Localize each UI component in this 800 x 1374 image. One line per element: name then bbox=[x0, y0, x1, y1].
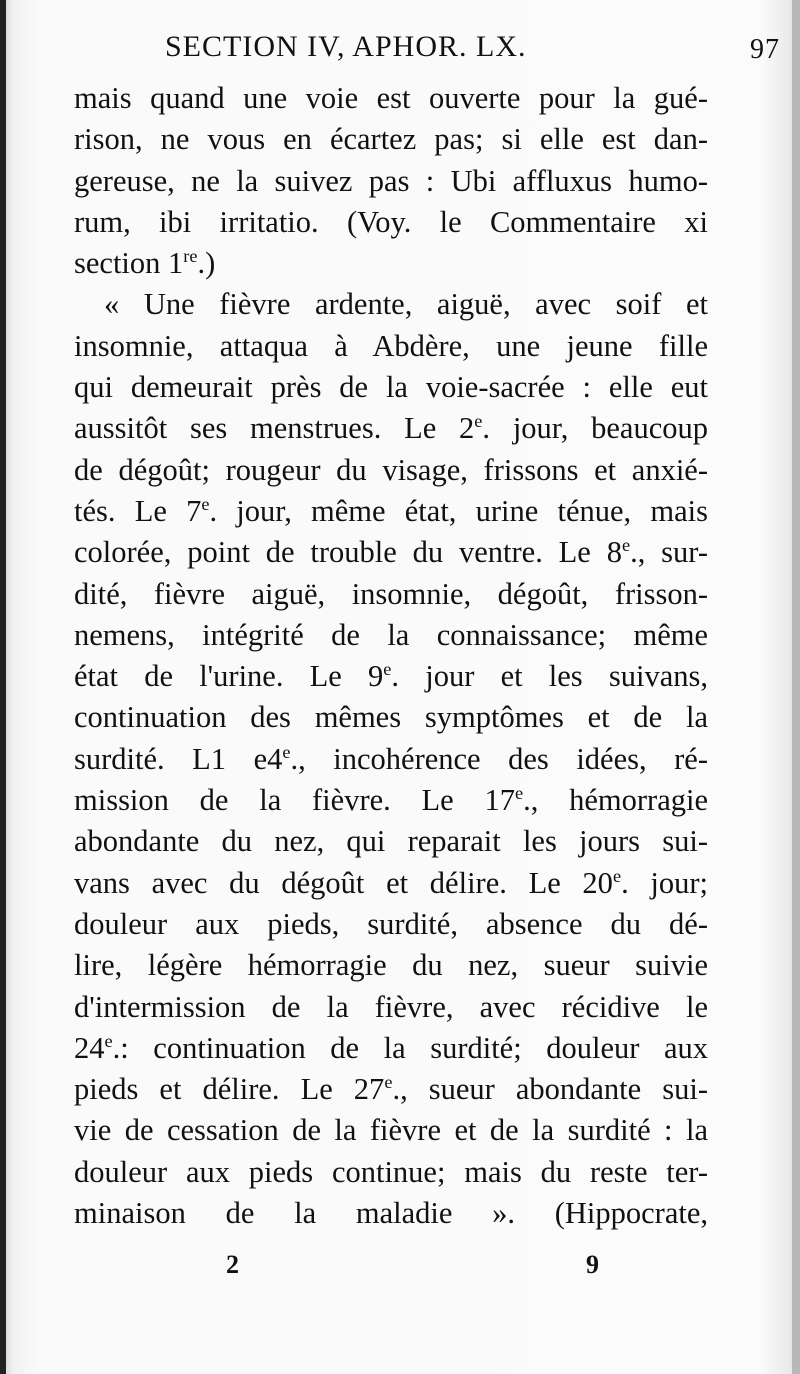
text-line: continuation des mêmes symptômes et de la bbox=[74, 700, 708, 735]
text-line bbox=[74, 1028, 708, 1069]
text-line-part: .) bbox=[197, 246, 216, 281]
page-header bbox=[165, 30, 780, 74]
text-line: « Une fièvre ardente, aiguë, avec soif et bbox=[104, 287, 708, 322]
text-line-part: ., hémorragie bbox=[523, 783, 708, 818]
text-line: douleur aux pieds continue; mais du reste ter- bbox=[74, 1154, 708, 1189]
text-line: mais quand une voie est ouverte pour la gué- bbox=[74, 81, 708, 115]
superscript: e bbox=[282, 741, 291, 762]
text-line-part: . jour et les suivans, bbox=[391, 659, 708, 694]
superscript: e bbox=[612, 865, 622, 886]
text-line bbox=[74, 408, 708, 449]
superscript: e bbox=[621, 535, 631, 556]
text-line bbox=[74, 739, 708, 780]
body-text bbox=[74, 78, 708, 1234]
text-line bbox=[74, 532, 708, 573]
text-line bbox=[74, 863, 708, 904]
text-line: d'intermission de la fièvre, avec récidive le bbox=[74, 989, 708, 1024]
text-line-part: pieds et délire. Le 27 bbox=[74, 1072, 385, 1107]
page-spine-shadow bbox=[0, 0, 6, 1374]
text-line-part: aussitôt ses menstrues. Le 2 bbox=[74, 411, 475, 446]
text-line-part: .: continuation de la surdité; douleur aux bbox=[112, 1030, 708, 1065]
text-line-part: 24 bbox=[74, 1030, 105, 1065]
text-line: dité, fièvre aiguë, insomnie, dégoût, frisson- bbox=[74, 576, 708, 611]
superscript: e bbox=[104, 1030, 113, 1051]
text-line bbox=[74, 656, 708, 697]
superscript: e bbox=[384, 1072, 393, 1093]
signature-mark-right: 9 bbox=[586, 1250, 599, 1279]
text-line-part: section 1 bbox=[74, 246, 184, 281]
page-edge bbox=[792, 0, 800, 1374]
superscript: e bbox=[514, 783, 524, 804]
text-line-part: état de l'urine. Le 9 bbox=[74, 659, 384, 694]
running-head: SECTION IV, APHOR. LX. bbox=[165, 30, 527, 63]
text-line-part: . jour, même état, urine ténue, mais bbox=[209, 493, 708, 528]
text-line: gereuse, ne la suivez pas : Ubi affluxus humo- bbox=[74, 163, 708, 198]
text-line: de dégoût; rougeur du visage, frissons et anxié- bbox=[74, 452, 708, 487]
superscript: re bbox=[183, 246, 198, 267]
text-line-part: ., incohérence des idées, ré- bbox=[290, 741, 708, 776]
superscript: e bbox=[201, 494, 210, 514]
text-line bbox=[74, 243, 708, 284]
page-footer bbox=[74, 1250, 708, 1280]
superscript: e bbox=[474, 411, 483, 432]
text-line: qui demeurait près de la voie-sacrée : elle eut bbox=[74, 370, 708, 405]
text-line-part: mission de la fièvre. Le 17 bbox=[74, 783, 515, 818]
text-line-part: vans avec du dégoût et délire. Le 20 bbox=[74, 865, 613, 900]
text-line-part: . jour, beaucoup bbox=[482, 411, 708, 446]
text-line bbox=[74, 491, 708, 532]
text-line bbox=[74, 780, 708, 821]
text-line-part: surdité. L1 e4 bbox=[74, 741, 283, 776]
signature-mark-left: 2 bbox=[226, 1250, 239, 1279]
text-line: lire, légère hémorragie du nez, sueur suivie bbox=[74, 948, 708, 983]
text-line-part: ., sur- bbox=[630, 535, 708, 570]
text-line: insomnie, attaqua à Abdère, une jeune fille bbox=[74, 328, 708, 363]
page-number: 97 bbox=[750, 34, 780, 65]
text-line-part: colorée, point de trouble du ventre. Le 8 bbox=[74, 535, 622, 570]
text-line: vie de cessation de la fièvre et de la surdité : la bbox=[74, 1113, 708, 1148]
text-line: douleur aux pieds, surdité, absence du dé- bbox=[74, 906, 708, 941]
text-line: nemens, intégrité de la connaissance; même bbox=[74, 617, 708, 652]
text-line-part: tés. Le 7 bbox=[74, 493, 202, 528]
text-line-part: ., sueur abondante sui- bbox=[392, 1072, 708, 1107]
text-line-part: . jour; bbox=[621, 865, 708, 900]
text-line: minaison de la maladie ». (Hippocrate, bbox=[74, 1196, 708, 1231]
superscript: e bbox=[383, 659, 392, 680]
text-line: abondante du nez, qui reparait les jours sui- bbox=[74, 824, 708, 859]
text-line: rison, ne vous en écartez pas; si elle est dan- bbox=[74, 122, 708, 157]
text-line: rum, ibi irritatio. (Voy. le Commentaire xi bbox=[74, 204, 708, 239]
text-line bbox=[74, 1069, 708, 1110]
